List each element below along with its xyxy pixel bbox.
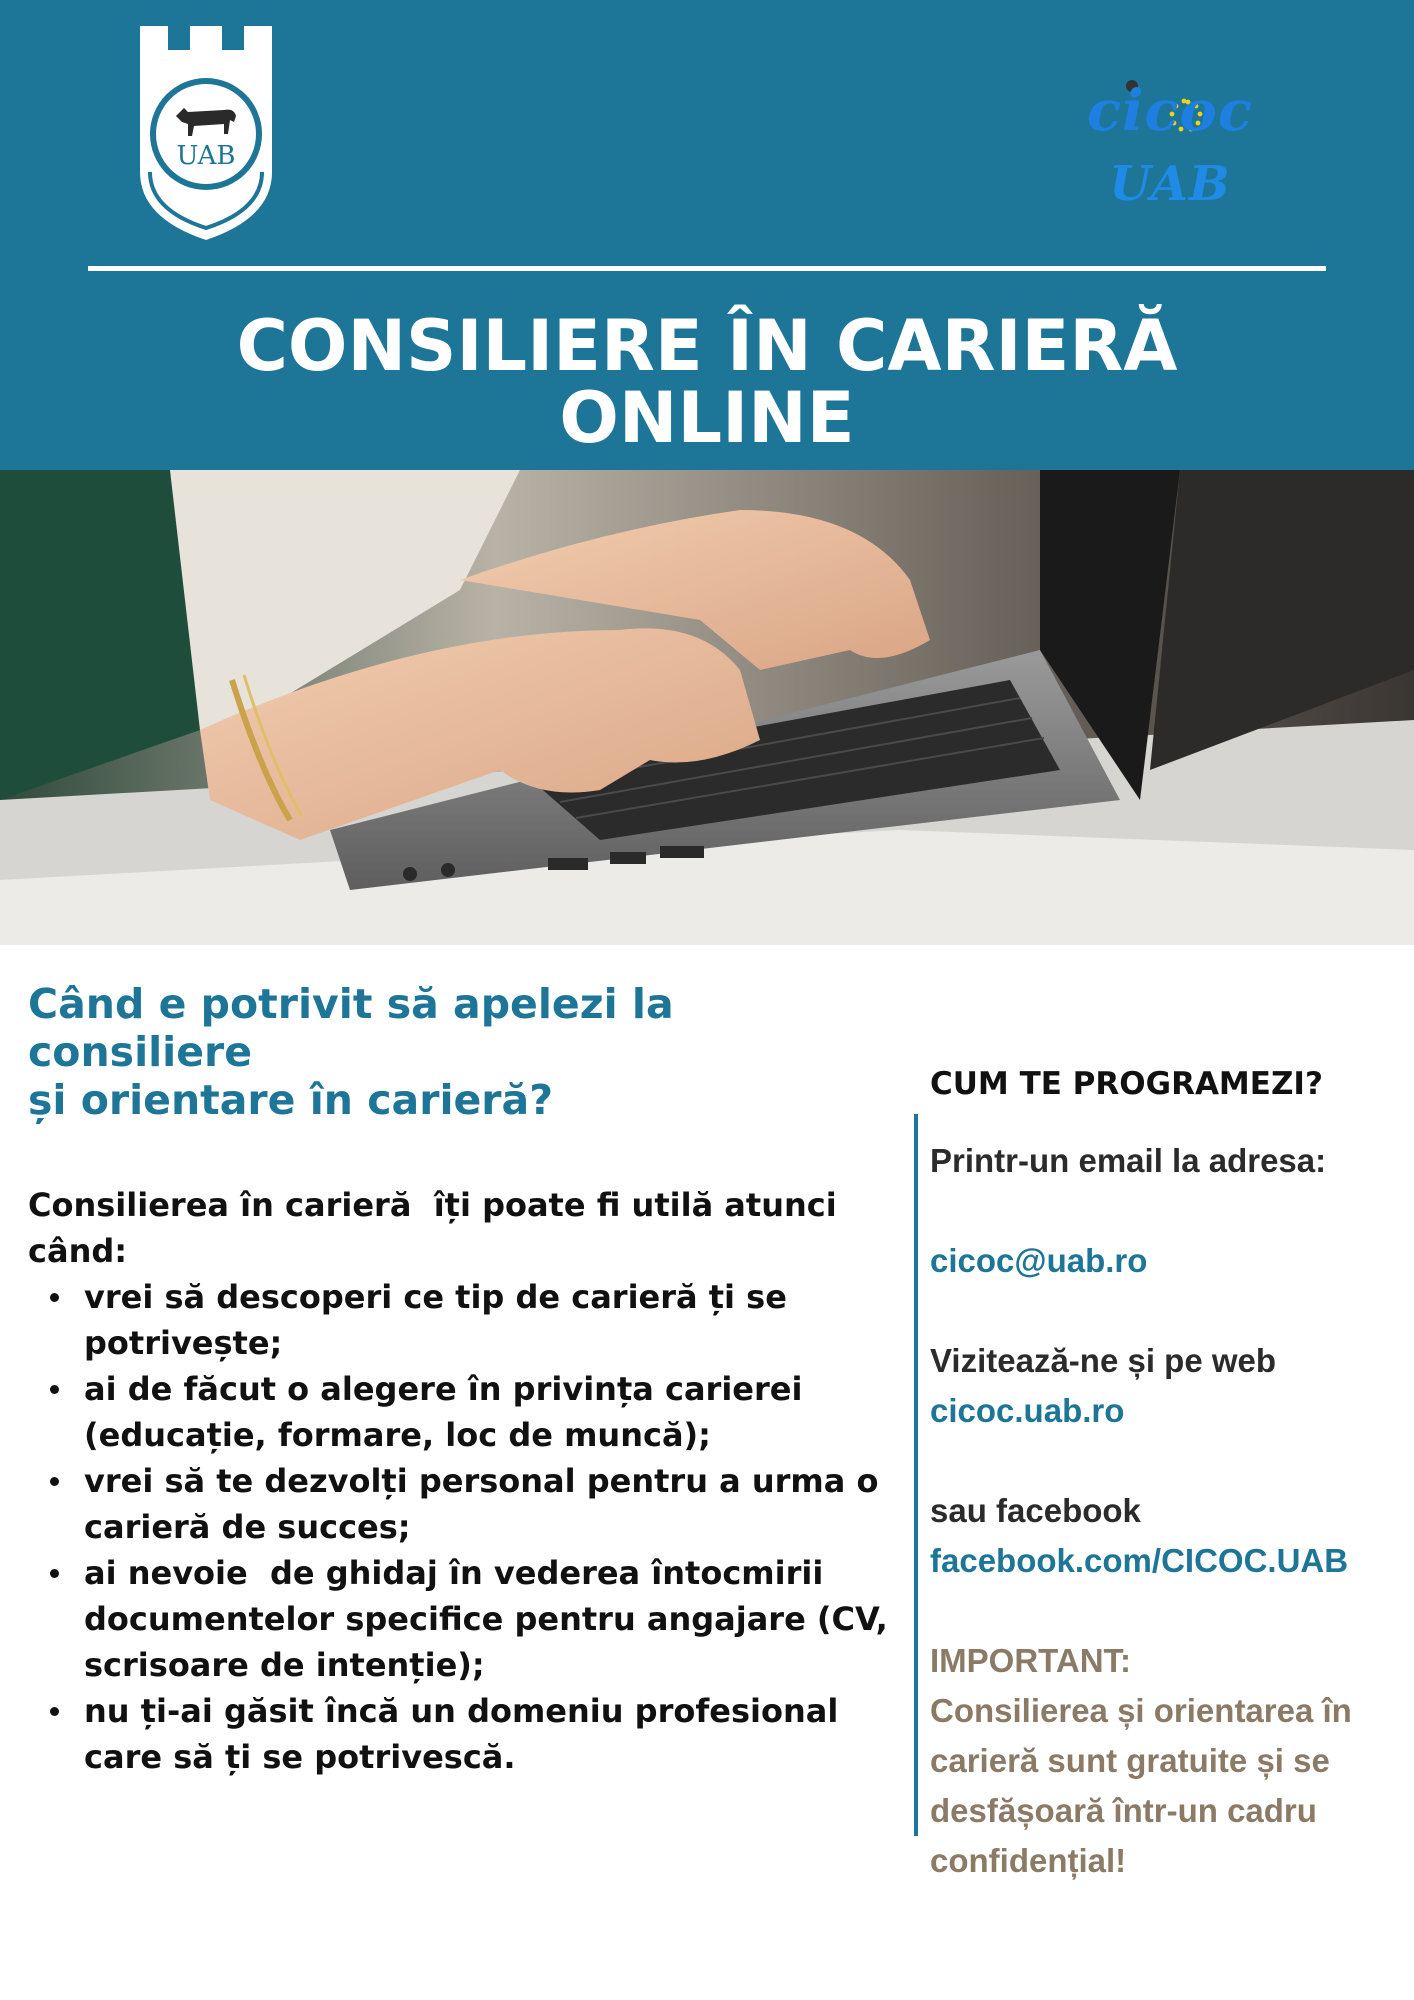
intro-line1: Consilierea în carieră îți poate fi utilă atunci	[28, 1186, 837, 1224]
intro-line2: când:	[28, 1232, 128, 1270]
list-item-line: documentelor specifice pentru angajare (CV,	[84, 1600, 888, 1638]
bullet-dot-icon	[50, 1293, 59, 1302]
list-item	[84, 1688, 888, 1780]
list-item	[84, 1458, 888, 1550]
page-title-line1: CONSILIERE ÎN CARIERĂ	[236, 305, 1178, 387]
hero-photo	[0, 470, 1414, 945]
list-item-line: ai nevoie de ghidaj în vederea întocmirii	[84, 1554, 824, 1592]
cicoc-logo-line2: UAB	[1109, 156, 1231, 212]
list-item-line: (educație, formare, loc de muncă);	[84, 1416, 711, 1454]
facebook-label: sau facebook	[930, 1492, 1141, 1529]
bullet-dot-icon	[50, 1707, 59, 1716]
important-line3: desfășoară într-un cadru	[930, 1792, 1317, 1829]
bullet-dot-icon	[50, 1477, 59, 1486]
cicoc-logo	[1080, 78, 1260, 218]
how-to-book-heading: CUM TE PROGRAMEZI?	[930, 1066, 1323, 1102]
uab-logo-text: UAB	[176, 141, 236, 171]
list-item-line: scrisoare de intenție);	[84, 1646, 485, 1684]
important-line2: carieră sunt gratuite și se	[930, 1742, 1330, 1779]
list-item	[84, 1550, 888, 1688]
email-label: Printr-un email la adresa:	[930, 1142, 1327, 1179]
question-line1: Când e potrivit să apelezi la consiliere	[28, 980, 674, 1076]
page-title	[0, 305, 1414, 459]
question-heading	[28, 980, 908, 1124]
intro-text	[28, 1182, 888, 1274]
cicoc-logo-line1: cicoc	[1087, 78, 1253, 144]
web-link[interactable]: cicoc.uab.ro	[930, 1392, 1125, 1429]
sidebar-accent-rule	[914, 1114, 918, 1836]
important-line1: Consilierea și orientarea în	[930, 1692, 1352, 1729]
list-item	[84, 1366, 888, 1458]
email-link[interactable]: cicoc@uab.ro	[930, 1242, 1148, 1279]
list-item-line: care să ți se potrivescă.	[84, 1738, 516, 1776]
list-item-line: vrei să descoperi ce tip de carieră ți se	[84, 1278, 787, 1316]
list-item-line: vrei să te dezvolți personal pentru a urma o	[84, 1462, 879, 1500]
bullet-dot-icon	[50, 1569, 59, 1578]
important-label: IMPORTANT:	[930, 1642, 1132, 1679]
question-line2: și orientare în carieră?	[28, 1076, 553, 1124]
page-title-line2: ONLINE	[559, 377, 855, 459]
header-band	[0, 0, 1414, 470]
web-label: Vizitează-ne și pe web	[930, 1342, 1277, 1379]
list-item	[84, 1274, 888, 1366]
facebook-link[interactable]: facebook.com/CICOC.UAB	[930, 1542, 1349, 1579]
bullet-dot-icon	[50, 1385, 59, 1394]
benefits-list	[28, 1274, 888, 1780]
list-item-line: potrivește;	[84, 1324, 283, 1362]
uab-logo	[138, 22, 274, 242]
list-item-line: ai de făcut o alegere în privința carierei	[84, 1370, 803, 1408]
important-line4: confidențial!	[930, 1842, 1127, 1879]
header-divider	[88, 266, 1326, 271]
list-item-line: nu ți-ai găsit încă un domeniu profesional	[84, 1692, 839, 1730]
list-item-line: carieră de succes;	[84, 1508, 411, 1546]
